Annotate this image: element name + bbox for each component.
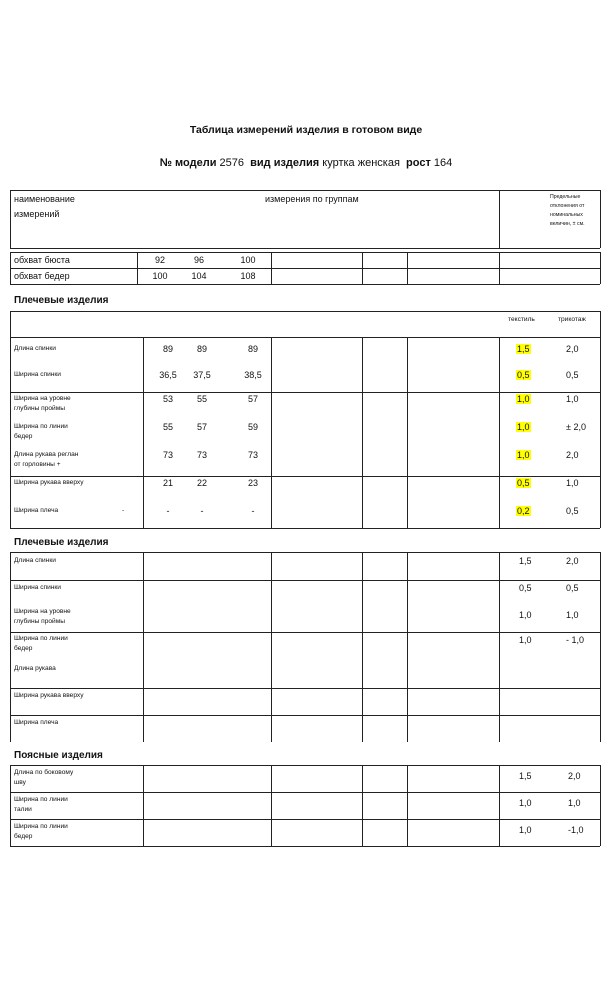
section2-row-rule <box>10 632 600 633</box>
header-deviation-line: отклонения от <box>550 203 585 209</box>
col-textile-label: текстиль <box>508 316 535 323</box>
section1-row-value: 73 <box>162 450 173 460</box>
header-left-rule <box>10 190 11 248</box>
textile-tolerance <box>516 506 531 517</box>
section2-row-label: Длина рукава <box>14 665 56 672</box>
textile-tolerance: 1,0 <box>519 635 532 645</box>
base-bottom-rule <box>10 284 600 285</box>
section1-top-rule <box>10 311 600 312</box>
highlighted-value: 1,0 <box>517 394 530 404</box>
highlighted-value: 0,5 <box>517 478 530 488</box>
textile-tolerance: 1,0 <box>519 825 532 835</box>
section3-row-label: Длина по боковому <box>14 769 74 776</box>
knit-tolerance: 2,0 <box>566 344 579 354</box>
section3-col-rule <box>143 765 144 846</box>
section3-row-label: Ширина по линии <box>14 796 68 803</box>
knit-tolerance: 2,0 <box>566 556 579 566</box>
section1-row-value: 73 <box>196 450 207 460</box>
section1-title: Плечевые изделия <box>14 295 109 306</box>
section1-row-value: 89 <box>247 344 258 354</box>
header-deviation-line: Предельные <box>550 194 581 200</box>
textile-tolerance <box>516 344 531 355</box>
section2-top-rule <box>10 552 600 553</box>
section1-col-rule <box>362 337 363 528</box>
header-name-line1: наименование <box>14 194 75 204</box>
base-row-value: 100 <box>152 271 168 281</box>
section1-row-label: Ширина рукава вверху <box>14 479 84 486</box>
section1-row-value: 55 <box>196 394 207 404</box>
section3-col-rule <box>10 765 11 846</box>
section1-col-rule <box>499 337 500 528</box>
base-col-rule <box>362 252 363 284</box>
highlighted-value: 1,5 <box>517 344 530 354</box>
base-row-value: 104 <box>191 271 207 281</box>
section2-row-label: Ширина спинки <box>14 584 61 591</box>
textile-tolerance <box>516 394 531 405</box>
base-col-rule <box>137 252 138 284</box>
knit-tolerance: 1,0 <box>568 798 581 808</box>
knit-tolerance: ± 2,0 <box>566 422 586 432</box>
section3-row-label: талии <box>14 806 32 813</box>
section2-title: Плечевые изделия <box>14 537 109 548</box>
textile-tolerance: 0,5 <box>519 583 532 593</box>
section1-row-label: Ширина спинки <box>14 371 61 378</box>
section1-row-dash: - <box>122 507 125 514</box>
header-dev-rule <box>499 190 500 248</box>
section2-row-label: Ширина плеча <box>14 719 59 726</box>
section1-row-value: 59 <box>247 422 258 432</box>
base-mid-rule <box>10 268 600 269</box>
knit-tolerance: 2,0 <box>568 771 581 781</box>
section1-row-value: 55 <box>162 422 173 432</box>
col-knit-label: трикотаж <box>558 316 586 323</box>
section1-row-value: - <box>251 506 255 516</box>
knit-tolerance: 0,5 <box>566 506 579 516</box>
section2-row-rule <box>10 580 600 581</box>
knit-tolerance: 2,0 <box>566 450 579 460</box>
section1-row-value: 89 <box>162 344 173 354</box>
section1-row-value: 37,5 <box>193 370 211 380</box>
base-col-rule <box>499 252 500 284</box>
header-groups-label: измерения по группам <box>265 194 359 204</box>
type-value: куртка женская <box>322 157 400 169</box>
section1-head-rule <box>10 337 600 338</box>
section1-left-rule <box>10 311 11 337</box>
knit-tolerance: 1,0 <box>566 478 579 488</box>
section1-row-value: 57 <box>196 422 207 432</box>
knit-tolerance: 1,0 <box>566 394 579 404</box>
section1-row-label: Длина спинки <box>14 345 56 352</box>
section1-row-label: бедер <box>14 433 33 440</box>
textile-tolerance <box>516 422 531 433</box>
section1-row-label: Ширина плеча <box>14 507 59 514</box>
section1-row-value: 73 <box>247 450 258 460</box>
textile-tolerance: 1,5 <box>519 771 532 781</box>
section1-row-value: 21 <box>162 478 173 488</box>
header-top-rule <box>10 190 600 191</box>
section1-row-value: 53 <box>162 394 173 404</box>
base-row-value: 108 <box>240 271 256 281</box>
section1-group-rule <box>10 392 600 393</box>
section3-bottom-rule <box>10 846 600 847</box>
textile-tolerance: 1,5 <box>519 556 532 566</box>
section2-row-label: бедер <box>14 645 33 652</box>
header-right-rule <box>600 190 601 248</box>
base-col-rule <box>407 252 408 284</box>
model-value: 2576 <box>219 157 245 169</box>
textile-tolerance <box>516 450 531 461</box>
base-row-label: обхват бюста <box>14 255 70 265</box>
section2-row-label: Ширина рукава вверху <box>14 692 84 699</box>
section2-row-label: глубины проймы <box>14 618 66 625</box>
section1-row-label: Ширина на уровне <box>14 395 71 402</box>
textile-tolerance <box>516 478 531 489</box>
height-value: 164 <box>433 157 453 169</box>
model-line <box>0 157 612 169</box>
section1-col-rule <box>407 337 408 528</box>
knit-tolerance: 1,0 <box>566 610 579 620</box>
section1-row-value: 23 <box>247 478 258 488</box>
section3-col-rule <box>600 765 601 846</box>
section3-col-rule <box>407 765 408 846</box>
section1-right-rule <box>600 311 601 337</box>
section1-row-value: 89 <box>196 344 207 354</box>
section1-group-rule <box>10 476 600 477</box>
section3-col-rule <box>362 765 363 846</box>
section3-top-rule <box>10 765 600 766</box>
base-col-rule <box>600 252 601 284</box>
base-col-rule <box>271 252 272 284</box>
knit-tolerance: 0,5 <box>566 370 579 380</box>
knit-tolerance: -1,0 <box>568 825 584 835</box>
header-bottom-rule <box>10 248 600 249</box>
section2-row-rule <box>10 715 600 716</box>
section1-row-label: глубины проймы <box>14 405 66 412</box>
section1-row-value: 38,5 <box>244 370 262 380</box>
base-row-value: 100 <box>240 255 256 265</box>
section1-row-label: Ширина по линии <box>14 423 68 430</box>
section2-row-label: Ширина на уровне <box>14 608 71 615</box>
section1-row-value: 36,5 <box>159 370 177 380</box>
base-row-label: обхват бедер <box>14 271 70 281</box>
section1-group-rule <box>10 528 600 529</box>
highlighted-value: 1,0 <box>517 422 530 432</box>
model-label: № модели <box>159 157 217 169</box>
section2-col-rule <box>600 552 601 742</box>
section2-row-label: Ширина по линии <box>14 635 68 642</box>
section2-row-rule <box>10 688 600 689</box>
height-label: рост <box>406 157 431 169</box>
base-col-rule <box>10 252 11 284</box>
section1-col-rule <box>143 337 144 528</box>
base-row-value: 92 <box>154 255 165 265</box>
section3-row-rule <box>10 819 600 820</box>
section1-row-label: Длина рукава реглан <box>14 451 79 458</box>
section1-col-rule <box>10 337 11 528</box>
section1-row-label: от горловины + <box>14 461 61 468</box>
section3-col-rule <box>499 765 500 846</box>
textile-tolerance: 1,0 <box>519 798 532 808</box>
header-deviation-line: величин, ± см. <box>550 221 585 227</box>
knit-tolerance: - 1,0 <box>566 635 585 645</box>
header-deviation-line: номинальных <box>550 212 583 218</box>
section1-col-rule <box>600 337 601 528</box>
highlighted-value: 1,0 <box>517 450 530 460</box>
highlighted-value: 0,5 <box>517 370 530 380</box>
page-title: Таблица измерений изделия в готовом виде <box>189 124 423 136</box>
knit-tolerance: 0,5 <box>566 583 579 593</box>
textile-tolerance: 1,0 <box>519 610 532 620</box>
section1-row-value: 22 <box>196 478 207 488</box>
section3-row-label: шву <box>14 779 26 786</box>
section3-col-rule <box>271 765 272 846</box>
section1-row-value: 57 <box>247 394 258 404</box>
type-label: вид изделия <box>250 157 320 169</box>
highlighted-value: 0,2 <box>517 506 530 516</box>
section1-row-value: - <box>166 506 170 516</box>
base-row-value: 96 <box>193 255 204 265</box>
textile-tolerance <box>516 370 531 381</box>
header-name-line2: измерений <box>14 209 60 219</box>
section1-row-value: - <box>200 506 204 516</box>
section3-row-rule <box>10 792 600 793</box>
section3-row-label: бедер <box>14 833 33 840</box>
section2-row-label: Длина спинки <box>14 557 56 564</box>
section3-row-label: Ширина по линии <box>14 823 68 830</box>
base-top-rule <box>10 252 600 253</box>
section3-title: Поясные изделия <box>14 750 103 761</box>
